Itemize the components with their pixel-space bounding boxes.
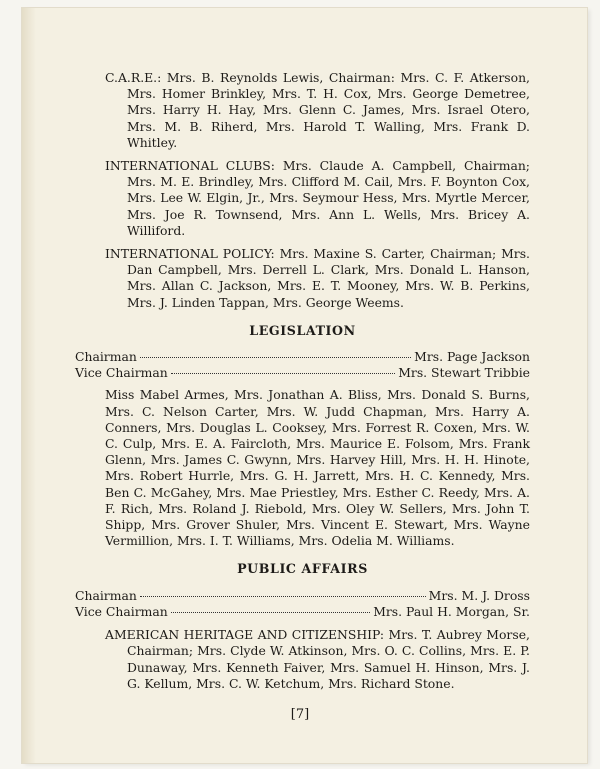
chairman-label: Chairman xyxy=(75,587,137,603)
leader-dots xyxy=(171,612,370,613)
leader-dots xyxy=(140,596,426,597)
vice-chairman-name: Mrs. Stewart Tribbie xyxy=(398,365,530,381)
legislation-members: Miss Mabel Armes, Mrs. Jonathan A. Bliss, Mrs. Donald S. Burns, Mrs. C. Nelson Carter, Mrs. W. Judd Chapman, Mrs. Harry A. Conners, Mrs. Douglas L. Cooksey, Mrs. Forrest R. Coxen, Mrs. W. C. Culp, Mrs. E. A. Faircloth, Mrs. Maurice E. Folsom, Mrs. Frank Glenn, Mrs. James C. Gwynn, Mrs. Harvey Hill, Mrs. H. H. Hinote, Mrs. Robert Hurrle, Mrs. G. H. Jarrett, Mrs. H. C. Kennedy, Mrs. Ben C. McGahey, Mrs. Mae Priestley, Mrs. Esther C. Reedy, Mrs. A. F. Rich, Mrs. Roland J. Riebold, Mrs. Oley W. Sellers, Mrs. John T. Shipp, Mrs. Grover Shuler, Mrs. Vincent E. Stewart, Mrs. Wayne Vermillion, Mrs. I. T. Williams, Mrs. Odelia M. Williams. xyxy=(105,387,530,549)
care-committee-entry: C.A.R.E.: Mrs. B. Reynolds Lewis, Chairman: Mrs. C. F. Atkerson, Mrs. Homer Brinkley, Mrs. T. H. Cox, Mrs. George Demetree, Mrs. Harry H. Hay, Mrs. Glenn C. James, Mrs. Israel Otero, Mrs. M. B. Riherd, Mrs. Harold T. Walling, Mrs. Frank D. Whitley. xyxy=(105,70,530,150)
vice-chairman-name: Mrs. Paul H. Morgan, Sr. xyxy=(373,603,530,619)
public-affairs-chairman-row xyxy=(75,588,530,604)
vice-chairman-label: Vice Chairman xyxy=(75,603,168,619)
page-fold-shadow xyxy=(22,8,36,763)
leader-dots xyxy=(140,357,411,358)
legislation-vice-chairman-row xyxy=(75,365,530,381)
legislation-chairman-row xyxy=(75,349,530,365)
chairman-name: Mrs. M. J. Dross xyxy=(428,587,530,603)
international-clubs-entry: INTERNATIONAL CLUBS: Mrs. Claude A. Campbell, Chairman; Mrs. M. E. Brindley, Mrs. Clifford M. Cail, Mrs. F. Boynton Cox, Mrs. Lee W. Elgin, Jr., Mrs. Seymour Hess, Mrs. Myrtle Mercer, Mrs. Joe R. Townsend, Mrs. Ann L. Wells, Mrs. Bricey A. Williford. xyxy=(105,158,530,238)
international-policy-entry: INTERNATIONAL POLICY: Mrs. Maxine S. Carter, Chairman; Mrs. Dan Campbell, Mrs. Derrell L. Clark, Mrs. Donald L. Hanson, Mrs. Allan C. Jackson, Mrs. E. T. Mooney, Mrs. W. B. Perkins, Mrs. J. Linden Tappan, Mrs. George Weems. xyxy=(105,246,530,310)
american-heritage-entry: AMERICAN HERITAGE AND CITIZENSHIP: Mrs. T. Aubrey Morse, Chairman; Mrs. Clyde W. Atkinson, Mrs. O. C. Collins, Mrs. E. P. Dunaway, Mrs. Kenneth Faiver, Mrs. Samuel H. Hinson, Mrs. J. G. Kellum, Mrs. C. W. Ketchum, Mrs. Richard Stone. xyxy=(105,627,530,691)
public-affairs-heading: PUBLIC AFFAIRS xyxy=(237,561,368,577)
vice-chairman-label: Vice Chairman xyxy=(75,365,168,381)
chairman-label: Chairman xyxy=(75,349,137,365)
public-affairs-vice-chairman-row xyxy=(75,604,530,620)
page-content xyxy=(75,70,530,699)
legislation-heading: LEGISLATION xyxy=(249,322,356,338)
leader-dots xyxy=(171,373,395,374)
chairman-name: Mrs. Page Jackson xyxy=(414,349,530,365)
page-number: [7] xyxy=(290,707,310,722)
